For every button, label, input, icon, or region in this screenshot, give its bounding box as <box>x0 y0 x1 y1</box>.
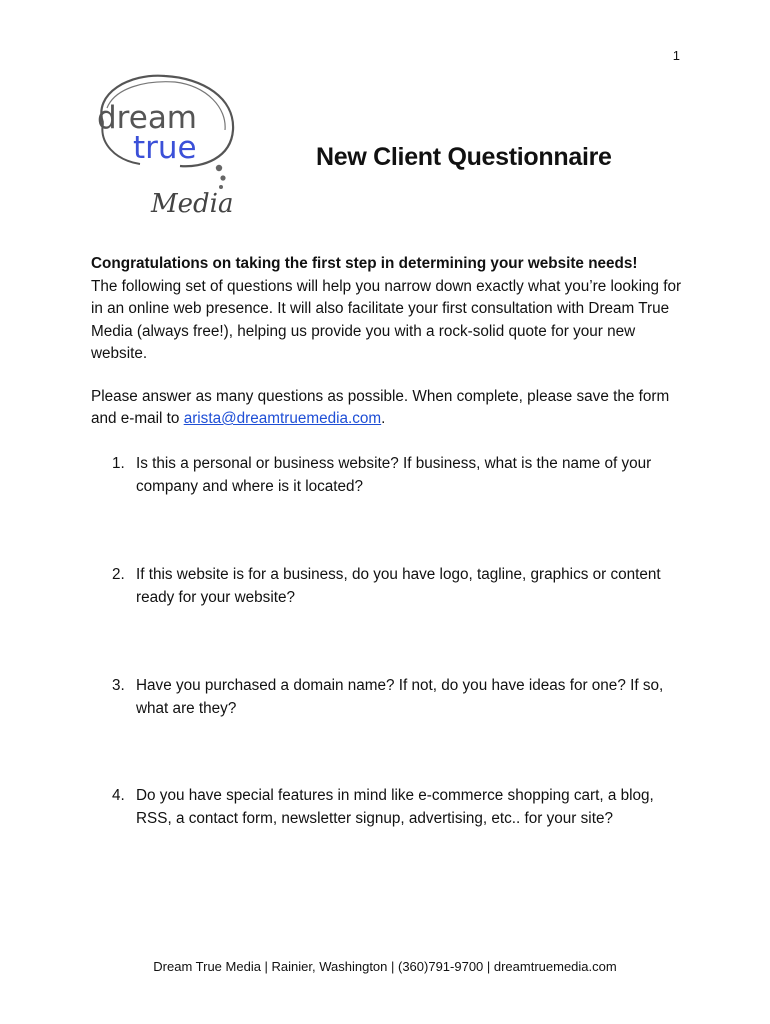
question-text: Is this a personal or business website? If business, what is the name of your company and where is it located? <box>136 455 652 495</box>
document-title: New Client Questionnaire <box>316 143 612 171</box>
instructions-paragraph <box>91 386 691 431</box>
question-number: 1. <box>112 455 125 472</box>
intro-heading <box>91 253 691 366</box>
question-item <box>91 564 681 609</box>
logo-media-text: Media <box>151 189 234 218</box>
question-text: If this website is for a business, do you have logo, tagline, graphics or content ready for your website? <box>136 566 661 606</box>
question-number: 3. <box>112 677 125 694</box>
instructions-end: . <box>381 410 386 427</box>
email-link[interactable]: arista@dreamtruemedia.com <box>183 410 382 427</box>
question-item <box>91 785 681 830</box>
dream-true-media-logo <box>85 68 245 218</box>
question-item <box>91 675 681 720</box>
page-number: 1 <box>672 48 680 63</box>
question-number: 4. <box>112 787 125 804</box>
intro-section <box>91 253 691 431</box>
question-text: Do you have special features in mind like e-commerce shopping cart, a blog, RSS, a contact form, newsletter signup, advertising, etc.. for your site? <box>136 787 654 827</box>
logo-graphic <box>85 68 245 218</box>
intro-heading-text: Congratulations on taking the first step in determining your website needs! <box>91 255 638 272</box>
logo-true-text: true <box>133 130 197 166</box>
question-text: Have you purchased a domain name? If not, do you have ideas for one? If so, what are they? <box>136 677 664 717</box>
intro-body-text: The following set of questions will help you narrow down exactly what you’re looking for in an online web presence. It will also facilitate your first consultation with Dream True Media (always free!), helping us provide you with a rock-solid quote for your new website. <box>91 277 682 362</box>
logo-dream-text: dream <box>97 100 198 136</box>
question-item <box>91 453 681 498</box>
instructions-text: Please answer as many questions as possible. When complete, please save the form and e-mail to <box>91 387 670 427</box>
question-number: 2. <box>112 566 125 583</box>
page-footer: Dream True Media | Rainier, Washington | (360)791-9700 | dreamtruemedia.com <box>153 959 617 974</box>
